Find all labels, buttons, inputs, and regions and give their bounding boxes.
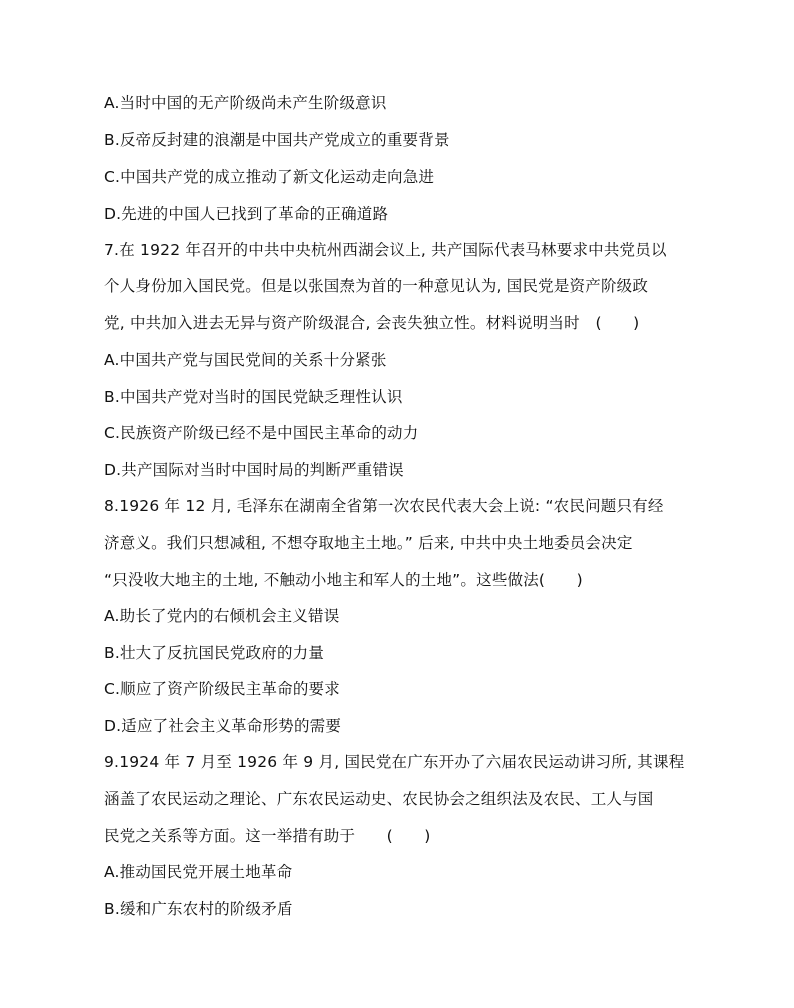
q9-stem-line-1: 9.1924 年 7 月至 1926 年 9 月, 国民党在广东开办了六届农民运动讲习所, 其课程 [104, 753, 685, 771]
q9-option-b: B.缓和广东农村的阶级矛盾 [104, 900, 293, 918]
q9-stem-line-2: 涵盖了农民运动之理论、广东农民运动史、农民协会之组织法及农民、工人与国 [104, 790, 654, 808]
q7-option-d: D.共产国际对当时中国时局的判断严重错误 [104, 461, 404, 479]
q6-option-a: A.当时中国的无产阶级尚未产生阶级意识 [104, 94, 387, 112]
q9-option-a: A.推动国民党开展土地革命 [104, 863, 293, 881]
q6-option-d: D.先进的中国人已找到了革命的正确道路 [104, 205, 389, 223]
q8-stem-line-3: “只没收大地主的土地, 不触动小地主和军人的土地”。这些做法( ) [104, 571, 583, 589]
q7-option-b: B.中国共产党对当时的国民党缺乏理性认识 [104, 388, 403, 406]
q7-stem-line-1: 7.在 1922 年召开的中共中央杭州西湖会议上, 共产国际代表马林要求中共党员以 [104, 241, 667, 259]
q8-stem-line-2: 济意义。我们只想减租, 不想夺取地主土地。” 后来, 中共中央土地委员会决定 [104, 534, 633, 552]
q8-stem-line-1: 8.1926 年 12 月, 毛泽东在湖南全省第一次农民代表大会上说: “农民问题只有经 [104, 497, 664, 515]
q7-option-a: A.中国共产党与国民党间的关系十分紧张 [104, 351, 387, 369]
q8-option-c: C.顺应了资产阶级民主革命的要求 [104, 680, 340, 698]
q7-stem-line-3: 党, 中共加入进去无异与资产阶级混合, 会丧失独立性。材料说明当时 ( ) [104, 314, 640, 332]
q6-option-c: C.中国共产党的成立推动了新文化运动走向急进 [104, 168, 435, 186]
q8-option-a: A.助长了党内的右倾机会主义错误 [104, 607, 340, 625]
q7-stem-line-2: 个人身份加入国民党。但是以张国焘为首的一种意见认为, 国民党是资产阶级政 [104, 277, 649, 295]
q8-option-b: B.壮大了反抗国民党政府的力量 [104, 644, 325, 662]
q6-option-b: B.反帝反封建的浪潮是中国共产党成立的重要背景 [104, 131, 450, 149]
q8-option-d: D.适应了社会主义革命形势的需要 [104, 717, 342, 735]
q9-stem-line-3: 民党之关系等方面。这一举措有助于 ( ) [104, 827, 431, 845]
q7-option-c: C.民族资产阶级已经不是中国民主革命的动力 [104, 424, 419, 442]
